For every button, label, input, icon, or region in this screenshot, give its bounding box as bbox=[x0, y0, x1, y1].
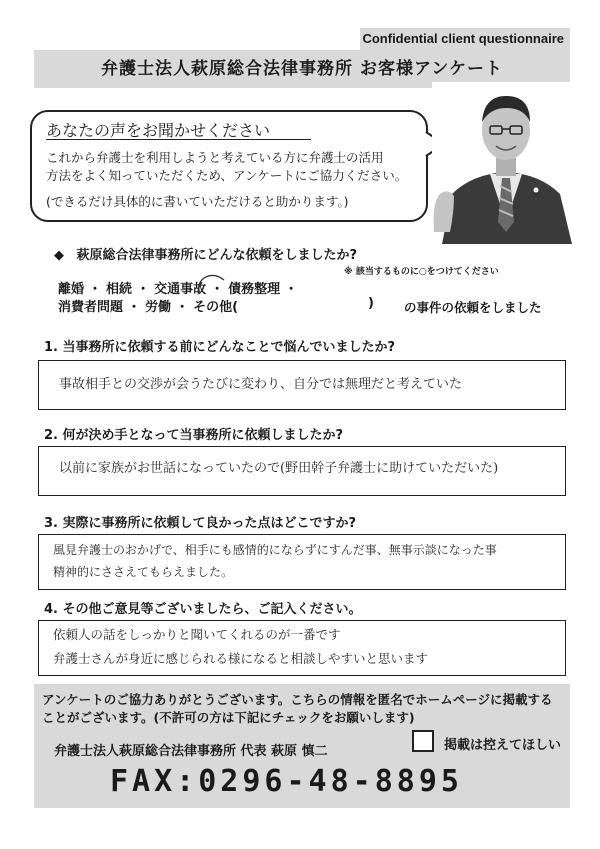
opt-out-label: 掲載は控えてほしい bbox=[444, 738, 562, 753]
answer-3-line: 精神的にささえてもらえました。 bbox=[53, 565, 234, 579]
answer-3-box[interactable] bbox=[38, 534, 566, 590]
fax-number: FAX:0296-48-8895 bbox=[110, 764, 463, 799]
lawyer-portrait bbox=[432, 82, 580, 244]
answer-4-line: 依頼人の話をしっかりと聞いてくれるのが一番です bbox=[53, 627, 341, 642]
bubble-title-underline bbox=[46, 139, 311, 140]
bubble-title: あなたの声をお聞かせください bbox=[46, 121, 271, 140]
answer-2-box[interactable] bbox=[38, 446, 566, 496]
selection-circle-mark bbox=[194, 272, 228, 300]
bubble-text-line: 方法をよく知っていただくため、アンケートにご協力ください。 bbox=[46, 168, 408, 183]
case-question-label: 萩原総合法律事務所にどんな依頼をしましたか? bbox=[76, 248, 358, 263]
answer-1-box[interactable] bbox=[38, 360, 566, 410]
footer-notice-line: アンケートのご協力ありがとうございます。こちらの情報を匿名でホームページに掲載する bbox=[42, 692, 553, 707]
case-suffix: の事件の依頼をしました bbox=[404, 300, 542, 315]
question-2-label: 2. 何が決め手となって当事務所に依頼しましたか? bbox=[44, 428, 344, 443]
page-title: 弁護士法人萩原総合法律事務所 お客様アンケート bbox=[34, 50, 570, 88]
intro-bubble bbox=[30, 110, 428, 222]
opt-out-checkbox[interactable] bbox=[412, 730, 434, 752]
firm-representative: 弁護士法人萩原総合法律事務所 代表 萩原 慎二 bbox=[54, 744, 328, 759]
confidential-tab: Confidential client questionnaire bbox=[360, 28, 570, 50]
diamond-bullet-icon: ◆ bbox=[54, 248, 64, 263]
answer-3-line: 風見弁護士のおかげで、相手にも感情的にならずにすんだ事、無事示談になった事 bbox=[53, 543, 497, 557]
question-3-label: 3. 実際に事務所に依頼して良かった点はどこですか? bbox=[44, 516, 357, 531]
case-options-row1: 離婚 ・ 相続 ・ 交通事故 ・ 債務整理 ・ bbox=[58, 282, 298, 297]
case-question bbox=[54, 244, 357, 263]
answer-4-line: 弁護士さんが身近に感じられる様になると相談しやすいと思います bbox=[53, 651, 429, 666]
bubble-text-line: これから弁護士を利用しようと考えている方に弁護士の活用 bbox=[46, 150, 384, 165]
answer-2-line: 以前に家族がお世話になっていたので(野田幹子弁護士に助けていただいた) bbox=[59, 461, 499, 476]
footer-notice-line: ことがございます。(不許可の方は下記にチェックをお願いします) bbox=[42, 710, 415, 725]
case-note: ※ 該当するものに○をつけてください bbox=[344, 267, 499, 277]
footer-panel bbox=[34, 684, 570, 808]
answer-4-box[interactable] bbox=[38, 620, 566, 676]
case-options-row2: 消費者問題 ・ 労働 ・ その他( bbox=[58, 300, 239, 315]
question-1-label: 1. 当事務所に依頼する前にどんなことで悩んでいましたか? bbox=[44, 340, 396, 355]
bubble-text-line: (できるだけ具体的に書いていただけると助かります。) bbox=[46, 194, 349, 209]
question-4-label: 4. その他ご意見等ございましたら、ご記入ください。 bbox=[44, 602, 362, 617]
case-other-paren: ) bbox=[368, 296, 374, 311]
answer-1-line: 事故相手との交渉が会うたびに変わり、自分では無理だと考えていた bbox=[59, 377, 463, 392]
